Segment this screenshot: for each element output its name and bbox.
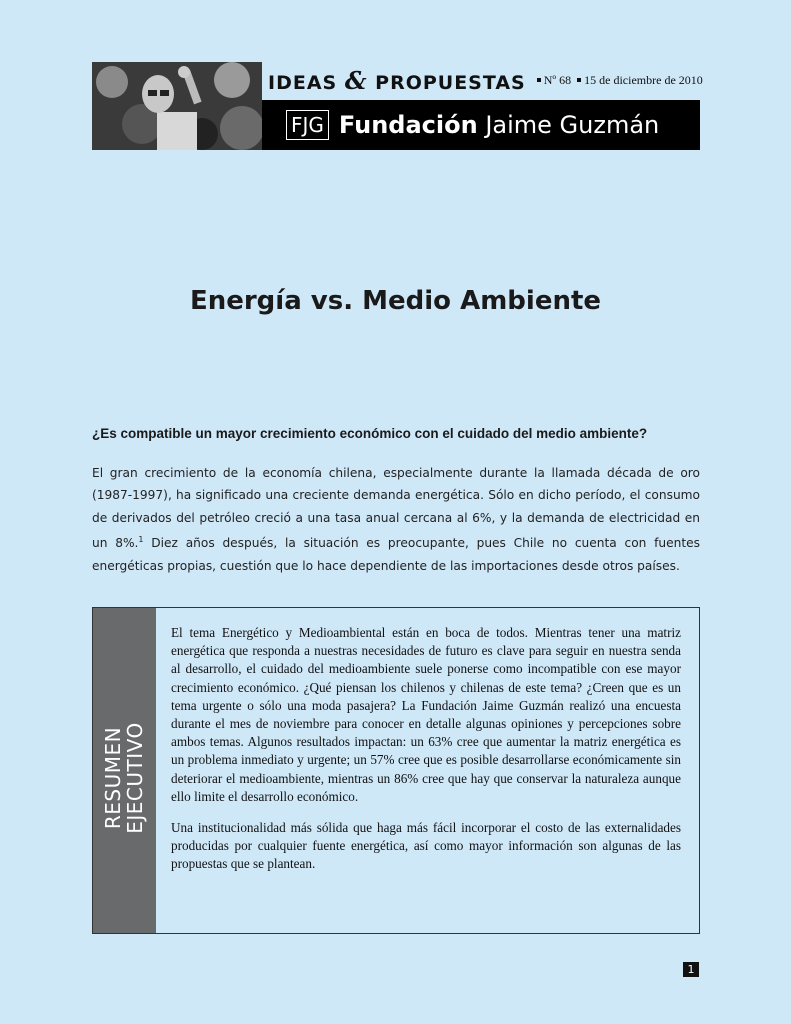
page-title: Energía vs. Medio Ambiente	[189, 286, 602, 316]
header-photo	[92, 62, 262, 150]
summary-text	[171, 624, 681, 887]
foundation-name: Fundación Jaime Guzmán	[338, 111, 660, 139]
executive-summary-box	[92, 607, 700, 934]
summary-paragraph: Una institucionalidad más sólida que haga más fácil incorporar el costo de las externalidades producidas por cualquier fuente energética, así como mayor información son algunas de las propuestas que se plantean.	[171, 820, 681, 872]
summary-paragraph: El tema Energético y Medioambiental están en boca de todos. Mientras tener una matriz energética que responda a nuestras necesidades de futuro es clave para seguir en nuestra senda al desarrollo, el cuidado del medioambiente suele ponerse como incompatible con ese mayor crecimiento económico. ¿Qué piensan los chilenos y chilenas de este tema? ¿Creen que es un tema urgente o sólo una moda pasajera? La Fundación Jaime Guzmán realizó una encuesta durante el mes de noviembre para conocer en detalle algunas opiniones y percepciones sobre ambos temas. Algunos resultados impactan: un 63% cree que aumentar la matriz energética es un problema inmediato y urgente; un 57% cree que es posible desarrollarse económicamente sin deteriorar el medioambiente, mientras un 86% cree que hay que conservar la naturaleza aunque ello limite el desarrollo económico.	[171, 625, 681, 804]
fjg-logo: FJG	[286, 110, 329, 140]
issue-number: Nº 68	[543, 72, 572, 87]
lead-question: ¿Es compatible un mayor crecimiento económico con el cuidado del medio ambiente?	[92, 426, 648, 441]
bullet-square	[577, 78, 581, 82]
issue-meta	[534, 73, 703, 88]
intro-paragraph: El gran crecimiento de la economía chilena, especialmente durante la llamada década de oro (1987-1997), ha significado una creciente demanda energética. Sólo en dicho período, el consumo de derivados del petróleo creció a una tasa anual cercana al 6%, y la demanda de electricidad en un 8%.$^1$ Diez años después, la situación es preocupante, pues Chile no cuenta con fuentes energéticas propias, cuestión que lo hace dependiente de las importaciones desde otros países.	[92, 466, 700, 573]
series-title: IDEAS & PROPUESTAS	[268, 65, 526, 95]
bullet-square	[537, 78, 541, 82]
header-banner	[92, 62, 703, 150]
issue-date: 15 de diciembre de 2010	[584, 72, 703, 87]
foundation-bar	[262, 100, 700, 150]
summary-sidebar	[93, 608, 156, 933]
series-row	[262, 62, 703, 98]
footnote-ref[interactable]: 1	[138, 535, 144, 545]
page-number: 1	[683, 962, 699, 977]
summary-label: RESUMEN EJECUTIVO	[101, 722, 147, 834]
